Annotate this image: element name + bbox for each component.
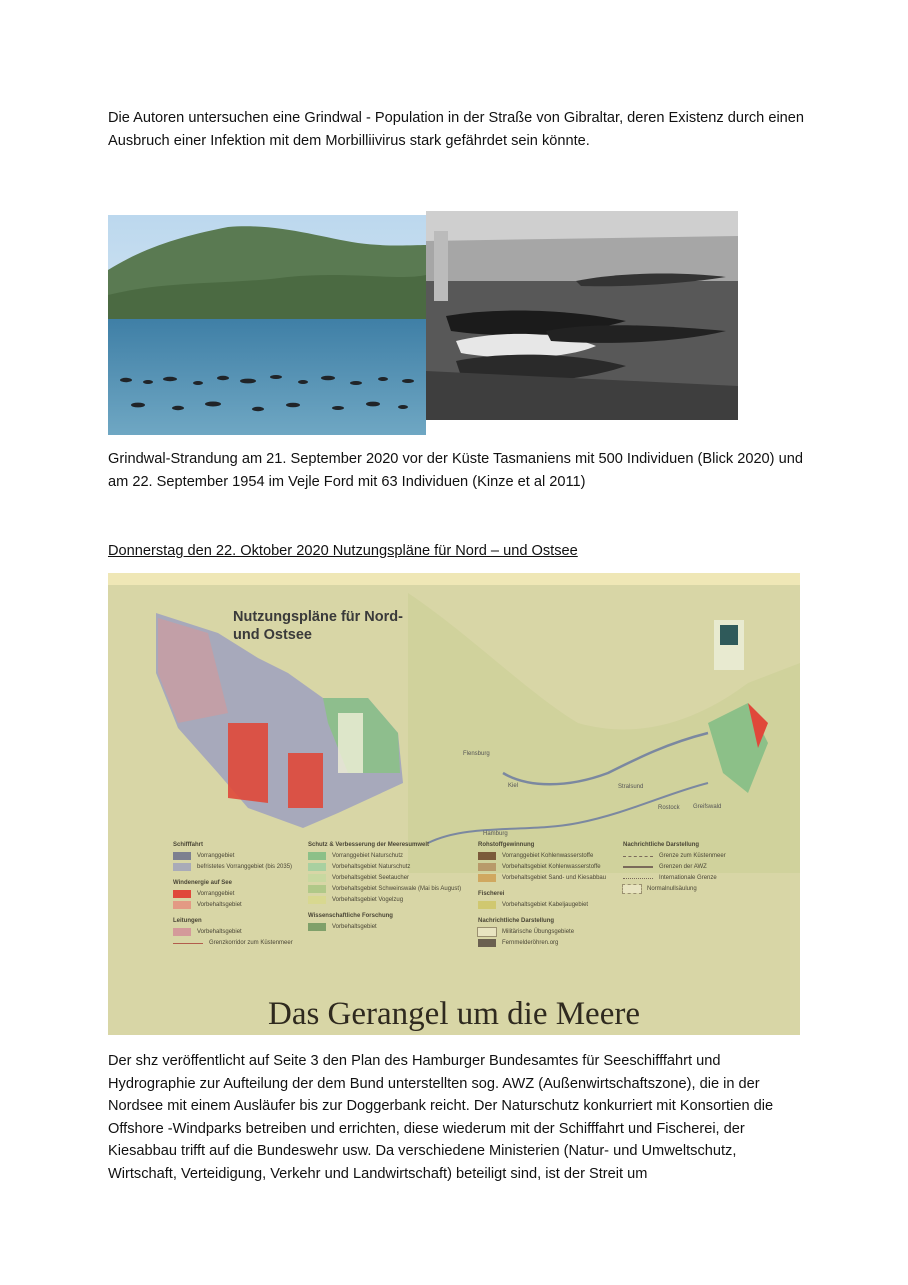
legend-label: Vorbehaltsgebiet bbox=[197, 929, 242, 935]
legend-heading: Windenergie auf See bbox=[173, 880, 232, 886]
legend-label: Vorbehaltsgebiet Kohlenwasserstoffe bbox=[502, 864, 601, 870]
legend-label: Vorbehaltsgebiet Seetaucher bbox=[332, 875, 410, 881]
legend-swatch bbox=[173, 890, 191, 898]
legend-label: Vorbehaltsgebiet Schweinswale (Mai bis August) bbox=[332, 886, 462, 892]
legend-swatch bbox=[623, 885, 641, 893]
legend-label: Vorbehaltsgebiet bbox=[197, 902, 242, 908]
vejle-fjord-stranding-photo bbox=[426, 211, 738, 420]
legend-group-boundaries bbox=[623, 841, 783, 893]
legend-swatch bbox=[173, 852, 191, 860]
legend-heading: Wissenschaftliche Forschung bbox=[308, 913, 393, 919]
legend-label: Militärische Übungsgebiete bbox=[502, 929, 575, 935]
legend-swatch bbox=[478, 939, 496, 947]
map-place-hamburg: Hamburg bbox=[483, 831, 508, 837]
legend-swatch bbox=[308, 852, 326, 860]
legend-heading: Fischerei bbox=[478, 891, 505, 897]
legend-swatch bbox=[308, 885, 326, 893]
legend-label: Vorbehaltsgebiet Naturschutz bbox=[332, 864, 411, 870]
legend-label: Grenzkorridor zum Küstenmeer bbox=[209, 940, 293, 946]
legend-group-resources bbox=[478, 841, 613, 947]
legend-line bbox=[173, 943, 203, 944]
legend-label: Normalnullsäulung bbox=[647, 886, 697, 892]
legend-label: Vorranggebiet Naturschutz bbox=[332, 853, 404, 859]
legend-group-nature bbox=[308, 841, 468, 931]
map-place-kiel: Kiel bbox=[508, 783, 519, 789]
legend-heading: Nachrichtliche Darstellung bbox=[478, 918, 555, 924]
legend-heading: Schifffahrt bbox=[173, 842, 203, 848]
legend-swatch bbox=[308, 923, 326, 931]
map-place-stralsund: Stralsund bbox=[618, 784, 644, 790]
legend-label: Vorbehaltsgebiet Kabeljaugebiet bbox=[502, 902, 589, 908]
legend-swatch bbox=[478, 928, 496, 936]
legend-swatch bbox=[173, 901, 191, 909]
legend-swatch bbox=[478, 901, 496, 909]
legend-label: Grenzen der AWZ bbox=[659, 864, 707, 870]
legend-swatch bbox=[308, 863, 326, 871]
legend-label: Vorranggebiet bbox=[197, 891, 235, 897]
legend-label: Internationale Grenze bbox=[659, 875, 717, 881]
legend-label: befristetes Vorranggebiet (bis 2035) bbox=[197, 864, 293, 870]
map-headline: Das Gerangel um die Meere bbox=[267, 996, 640, 1032]
legend-swatch bbox=[173, 928, 191, 936]
legend-swatch bbox=[478, 852, 496, 860]
legend-swatch bbox=[478, 863, 496, 871]
map-title: Nutzungspläne für Nord- und Ostsee bbox=[233, 609, 403, 643]
legend-label: Vorbehaltsgebiet Sand- und Kiesabbau bbox=[502, 875, 607, 881]
legend-swatch bbox=[173, 863, 191, 871]
legend-line bbox=[623, 878, 653, 879]
legend-label: Vorbehaltsgebiet Vogelzug bbox=[332, 897, 404, 903]
map-place-greifswald: Greifswald bbox=[693, 804, 722, 810]
section-heading: Donnerstag den 22. Oktober 2020 Nutzungspläne für Nord – und Ostsee bbox=[108, 543, 578, 559]
legend-line bbox=[623, 856, 653, 857]
legend-swatch bbox=[308, 896, 326, 904]
legend-label: Fernmelderöhren.org bbox=[502, 940, 559, 946]
map-place-rostock: Rostock bbox=[658, 805, 680, 811]
usage-plan-map-photo bbox=[108, 573, 800, 1035]
legend-label: Vorranggebiet Kohlenwasserstoffe bbox=[502, 853, 594, 859]
legend-swatch bbox=[478, 874, 496, 882]
body-paragraph: Der shz veröffentlicht auf Seite 3 den Plan des Hamburger Bundesamtes für Seeschifffahrt und Hydrographie zur Aufteilung der dem Bund unterstellten sog. AWZ (Außenwirtschaftszone), die in der Nordsee mit einem Ausläufer bis zur Doggerbank reicht. Der Naturschutz konkurriert mit Konsortien die Offshore -Windparks betreiben und errichten, diese wiederum mit der Schifffahrt und Fischerei, der Kiesabbau trifft auf die Bundeswehr usw. Da verschiedene Ministerien (Natur- und Umweltschutz, Wirtschaft, Verteidigung, Verkehr und Landwirtschaft) beteiligt sind, ist der Streit um bbox=[108, 1053, 774, 1182]
legend-heading: Leitungen bbox=[173, 918, 202, 924]
legend-line bbox=[623, 866, 653, 868]
tasmania-stranding-photo bbox=[108, 215, 426, 435]
legend-label: Vorbehaltsgebiet bbox=[332, 924, 377, 930]
legend-heading: Nachrichtliche Darstellung bbox=[623, 842, 700, 848]
legend-heading: Schutz & Verbesserung der Meeresumwelt bbox=[308, 842, 430, 848]
legend-group-shipping bbox=[173, 841, 298, 947]
legend-label: Vorranggebiet bbox=[197, 853, 235, 859]
legend-label: Grenze zum Küstenmeer bbox=[659, 853, 726, 859]
legend-swatch bbox=[308, 874, 326, 882]
legend-heading: Rohstoffgewinnung bbox=[478, 842, 535, 848]
stranding-caption: Grindwal-Strandung am 21. September 2020 vor der Küste Tasmaniens mit 500 Individuen (Blick 2020) und am 22. September 1954 im Vejle Ford mit 63 Individuen (Kinze et al 2011) bbox=[108, 451, 803, 490]
intro-paragraph: Die Autoren untersuchen eine Grindwal - Population in der Straße von Gibraltar, deren Existenz durch einen Ausbruch einer Infektion mit dem Morbilliivirus stark gefährdet sein könnte. bbox=[108, 110, 805, 149]
map-place-flensburg: Flensburg bbox=[463, 751, 490, 757]
